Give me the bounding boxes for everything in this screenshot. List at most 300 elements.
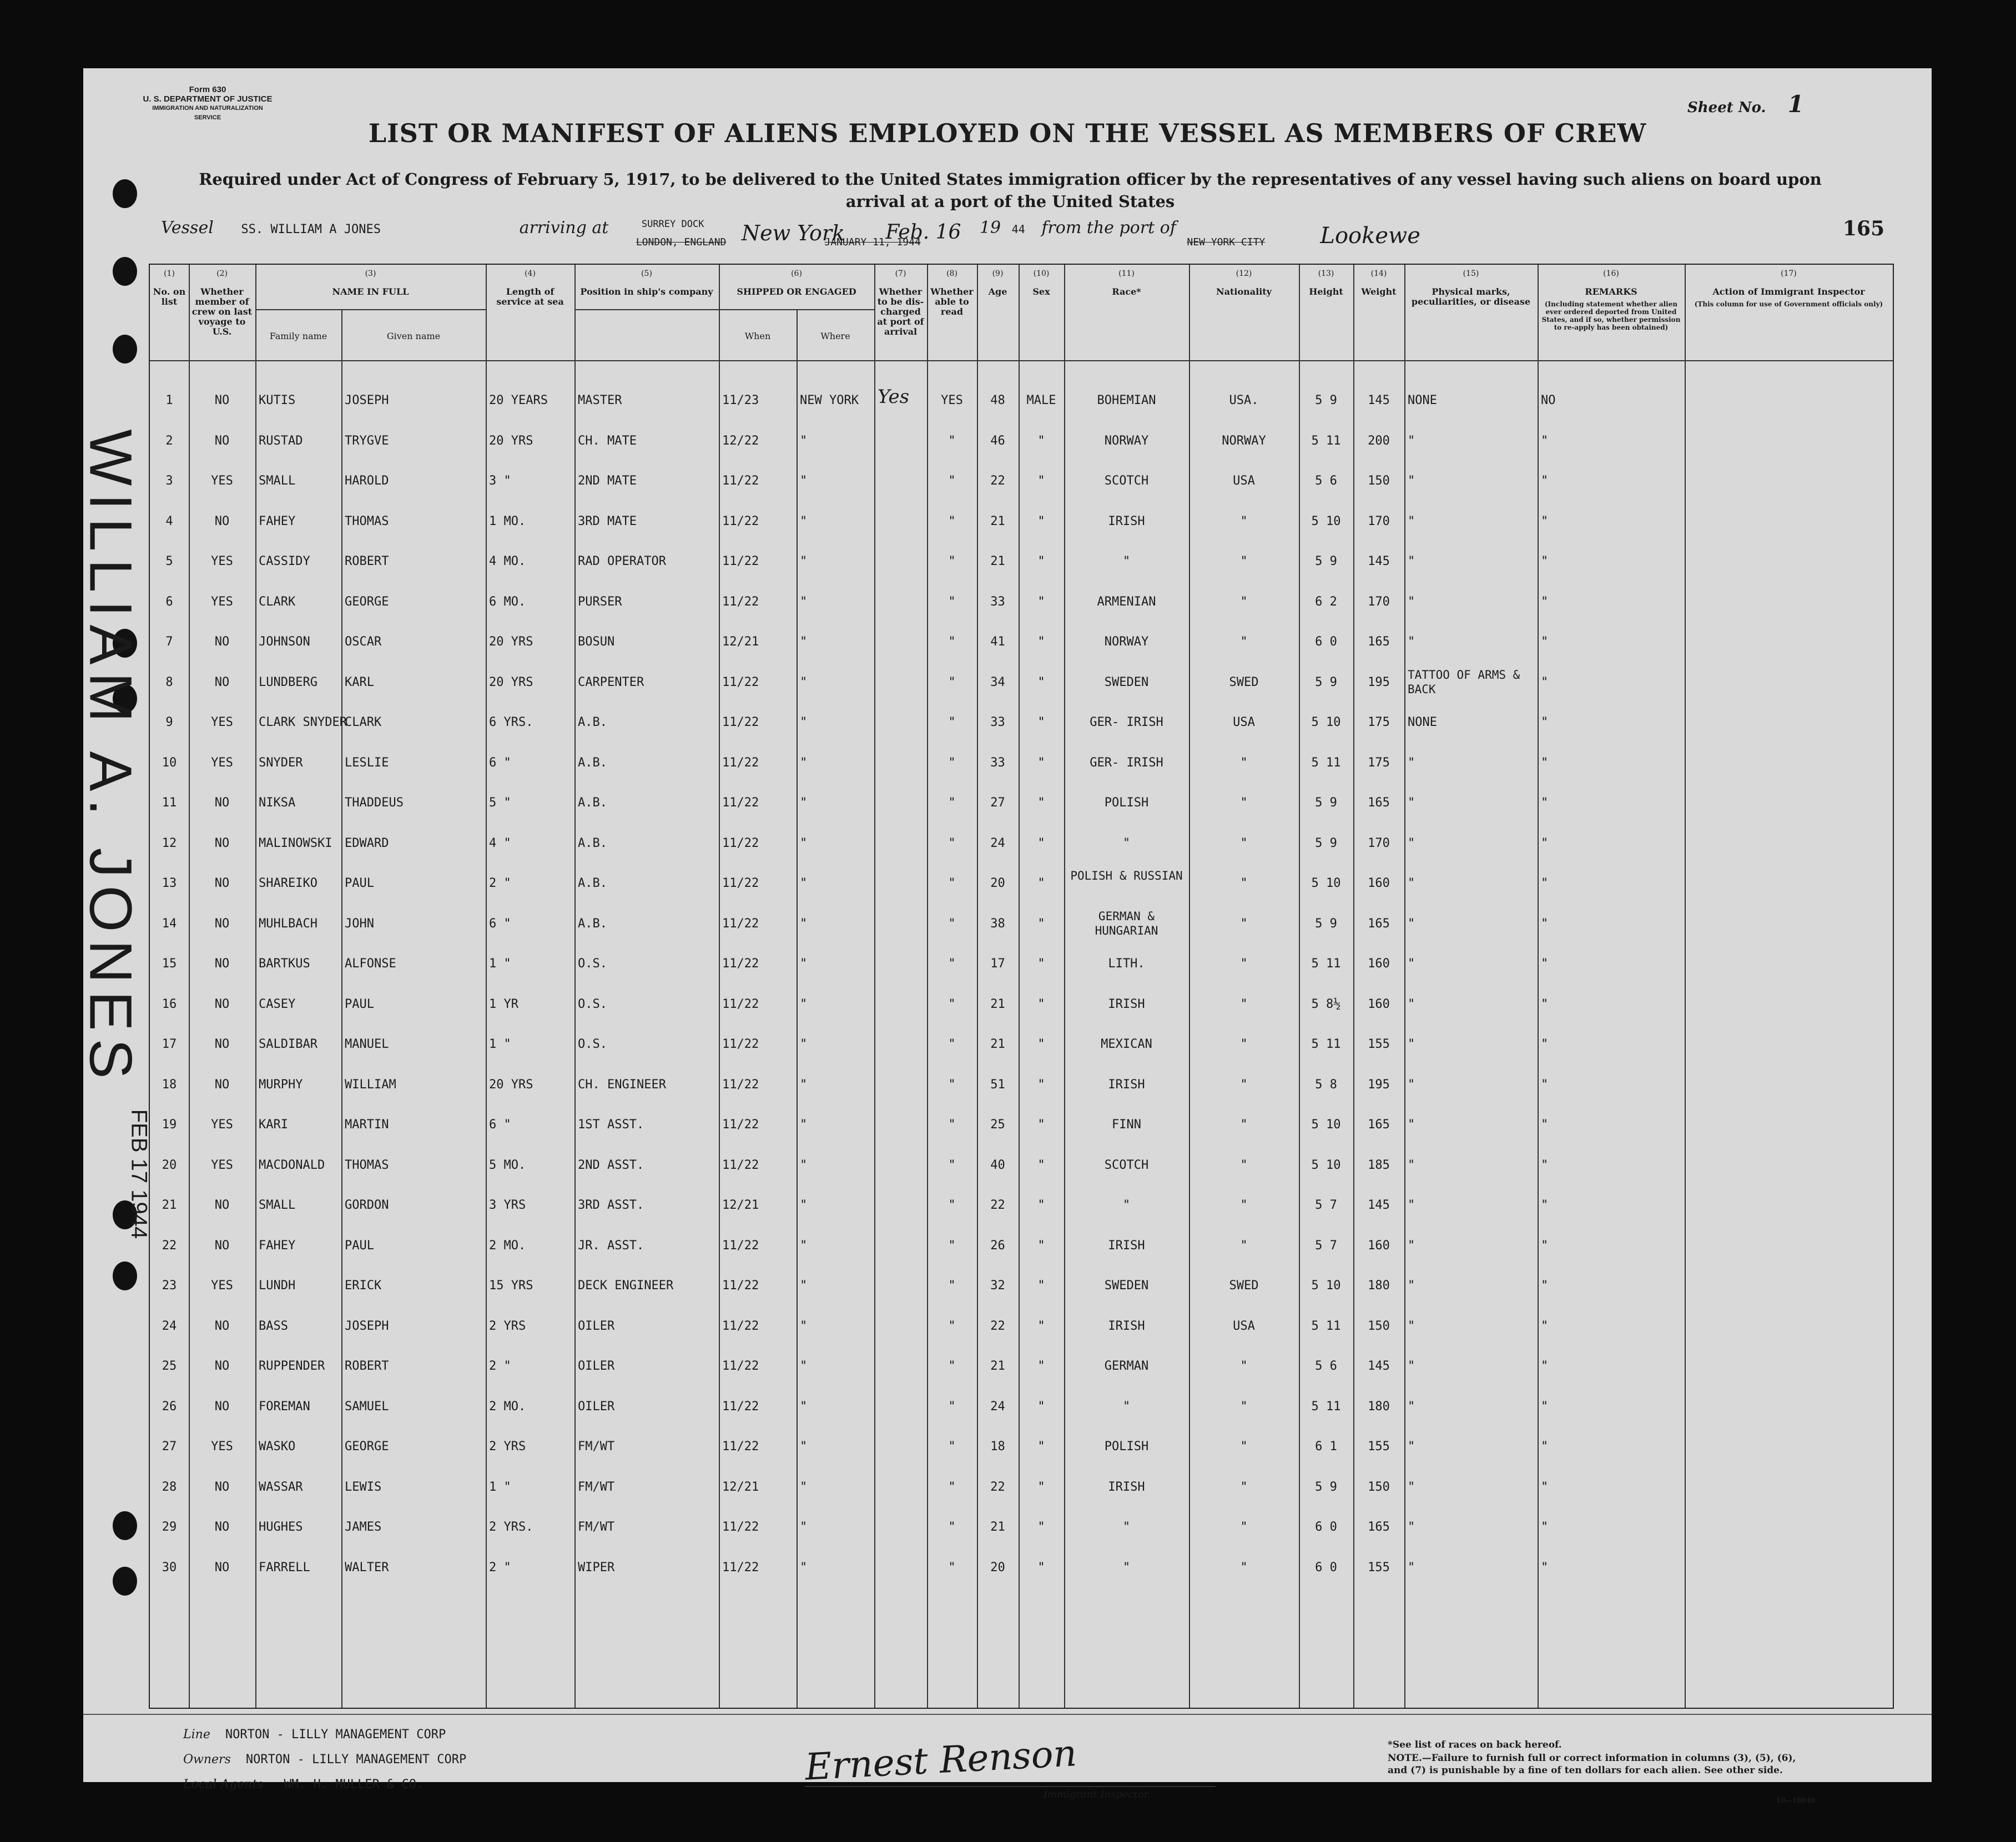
table-cell: 1 MO. [489,514,526,528]
table-row [150,869,1893,917]
table-cell: YES [211,1158,233,1172]
table-cell: 1 " [489,1480,511,1494]
table-cell: " [1037,1480,1045,1494]
table-cell: 5 10 [1311,1279,1341,1293]
table-cell: 11/22 [722,1560,759,1574]
table-cell: USA [1233,474,1255,488]
table-cell: 145 [1368,393,1390,407]
table-cell: SAMUEL [345,1399,389,1414]
table-cell: NO [214,916,230,931]
column-subheader: Where [820,331,850,341]
table-cell: " [1037,1037,1045,1051]
table-cell: 11/22 [722,1118,759,1132]
table-cell: 6 2 [1315,594,1337,609]
table-cell: 5 10 [1311,715,1341,729]
table-cell: 11/22 [722,514,759,528]
column-header: Age [988,286,1007,297]
table-cell: 5 11 [1311,1319,1341,1333]
table-cell: 11/22 [722,1077,759,1092]
from-port-struck: NEW YORK CITY [1187,236,1266,248]
table-cell: " [1541,1198,1549,1212]
table-cell: " [1240,554,1248,568]
table-cell: " [1408,1279,1415,1293]
year-value: 44 [1011,223,1025,236]
table-cell: 5 9 [1315,796,1337,810]
line-value: NORTON - LILLY MANAGEMENT CORP [225,1728,446,1742]
table-cell: " [948,594,956,609]
table-cell: 15 [162,957,177,971]
table-cell: 26 [162,1399,177,1414]
table-cell: 27 [162,1440,177,1454]
table-cell: " [1240,1158,1248,1172]
table-cell: O.S. [578,1037,607,1051]
owners-value: NORTON - LILLY MANAGEMENT CORP [245,1753,467,1767]
table-cell: " [1408,1118,1415,1132]
table-cell: YES [211,474,233,488]
table-cell: 20 YRS [489,675,533,689]
table-cell: " [948,836,956,850]
table-cell: 160 [1368,1238,1390,1253]
table-cell: A.B. [578,836,607,850]
table-row [150,1319,1893,1360]
table-cell: 6 YRS. [489,715,533,729]
table-cell: 6 " [489,916,511,931]
table-cell: " [1240,1238,1248,1253]
table-cell: 11/22 [722,1037,759,1051]
table-cell: 5 11 [1311,957,1341,971]
table-cell: 33 [990,594,1005,609]
punch-hole [113,1567,137,1596]
table-cell: " [800,1359,808,1373]
table-cell: " [1541,876,1549,890]
table-cell: 165 [1368,635,1390,649]
table-cell: CASSIDY [259,554,310,568]
table-cell: " [948,1440,956,1454]
table-cell: 8 [165,675,173,689]
table-cell: SCOTCH [1104,474,1149,488]
table-cell: GORDON [345,1198,389,1212]
table-cell: 20 [990,876,1005,890]
table-cell: SWED [1229,675,1259,689]
table-cell: 7 [165,635,173,649]
sheet-number [1687,90,1804,118]
table-cell: MACDONALD [259,1158,325,1172]
table-cell: " [800,635,808,649]
table-cell: " [948,957,956,971]
table-cell: 5 10 [1311,514,1341,528]
column-header: Sex [1032,286,1050,297]
table-cell: 165 [1368,1118,1390,1132]
table-cell: NO [214,997,230,1011]
table-cell: " [800,1238,808,1253]
table-cell: KUTIS [259,393,296,407]
table-cell: " [800,957,808,971]
table-row [150,635,1893,675]
form-header [141,85,274,123]
table-cell: 20 YRS [489,635,533,649]
table-cell: 5 7 [1315,1198,1337,1212]
column-number: (16) [1603,269,1619,278]
table-cell: 20 YRS [489,1077,533,1092]
table-cell: NEW YORK [800,393,859,407]
table-cell: 40 [990,1158,1005,1172]
arriving-label: arriving at [519,218,609,238]
table-cell: " [1541,1319,1549,1333]
table-cell: 2 YRS. [489,1520,533,1534]
table-cell: 5 " [489,796,511,810]
table-cell: " [948,1319,956,1333]
from-port-label: from the port of [1041,218,1176,238]
table-cell: FAHEY [259,1238,296,1253]
table-cell: " [1541,1359,1549,1373]
table-cell: " [800,1560,808,1574]
table-cell: 175 [1368,715,1390,729]
table-cell: " [948,1118,956,1132]
table-cell: 160 [1368,997,1390,1011]
column-number: (8) [946,269,957,278]
table-cell: CH. ENGINEER [578,1077,666,1092]
table-cell: " [1122,836,1131,850]
column-header: No. on list [153,286,186,307]
table-cell: " [1408,1440,1415,1454]
table-cell: " [1122,1560,1131,1574]
table-cell: WALTER [345,1560,389,1574]
table-cell: GERMAN [1104,1359,1149,1373]
table-cell: NO [214,1560,230,1574]
table-cell: " [1408,1238,1415,1253]
table-cell: 17 [162,1037,177,1051]
column-number: (17) [1781,269,1797,278]
table-cell: 2ND MATE [578,474,637,488]
table-cell: 185 [1368,1158,1390,1172]
column-header: Whether member of crew on last voyage to U.S. [191,286,253,337]
table-cell: 170 [1368,514,1390,528]
table-cell: " [1240,1399,1248,1414]
table-cell: OSCAR [345,635,382,649]
column-header: Action of Immigrant Inspector [1712,286,1865,297]
table-cell: 155 [1368,1037,1390,1051]
table-cell: Yes [878,386,910,408]
table-cell: KARL [345,675,374,689]
table-cell: " [1408,514,1415,528]
table-cell: 1 " [489,1037,511,1051]
column-number: (15) [1463,269,1479,278]
table-cell: " [1037,1118,1045,1132]
table-cell: " [1240,957,1248,971]
table-cell: NO [214,1480,230,1494]
table-cell: POLISH [1104,796,1149,810]
table-cell: " [1541,1238,1549,1253]
table-cell: 5 [165,554,173,568]
table-cell: 5 9 [1315,916,1337,931]
table-cell: 11/22 [722,594,759,609]
table-cell: " [948,514,956,528]
table-cell: 20 YEARS [489,393,548,407]
table-cell: " [1240,876,1248,890]
table-cell: " [948,1520,956,1534]
table-cell: 5 9 [1315,393,1337,407]
table-cell: CLARK [345,715,382,729]
table-row [150,1400,1893,1440]
table-cell: MURPHY [259,1077,303,1092]
table-cell: 5 8½ [1311,997,1341,1011]
vessel-line [161,218,1492,249]
table-cell: RUPPENDER [259,1359,325,1373]
arrival-date-struck: JANUARY 11, 1944 [824,236,921,248]
service-name: IMMIGRATION AND NATURALIZATION SERVICE [152,105,263,121]
table-cell: " [1408,1359,1415,1373]
table-cell: 21 [990,1037,1005,1051]
table-cell: 48 [990,393,1005,407]
column-header: Whether able to read [930,286,974,317]
table-cell: CASEY [259,997,296,1011]
table-cell: PAUL [345,997,374,1011]
table-cell: 2 MO. [489,1238,526,1253]
table-cell: " [1240,836,1248,850]
crew-table [149,264,1894,1709]
table-row [150,1158,1893,1199]
table-cell: GER- IRISH [1090,715,1163,729]
table-cell: IRISH [1108,997,1145,1011]
table-cell: MASTER [578,393,622,407]
table-cell: " [1240,594,1248,609]
table-cell: IRISH [1108,514,1145,528]
table-cell: 18 [162,1077,177,1092]
table-cell: " [1541,755,1549,770]
table-cell: 2 MO. [489,1399,526,1414]
table-cell: " [1037,1399,1045,1414]
table-cell: " [948,1560,956,1574]
table-cell: BOSUN [578,635,615,649]
table-cell: 11/22 [722,1319,759,1333]
table-row [150,514,1893,555]
table-cell: 180 [1368,1399,1390,1414]
table-cell: 3RD ASST. [578,1198,644,1212]
table-cell: " [1240,1520,1248,1534]
table-cell: 25 [162,1359,177,1373]
table-cell: NO [214,514,230,528]
table-cell: " [1408,433,1415,448]
table-cell: DECK ENGINEER [578,1279,674,1293]
table-cell: " [948,554,956,568]
table-cell: " [1541,836,1549,850]
table-cell: " [1541,957,1549,971]
table-cell: " [1037,916,1045,931]
table-cell: 6 " [489,1118,511,1132]
table-cell: TATTOO OF ARMS & BACK [1408,668,1520,696]
table-cell: " [1037,836,1045,850]
table-cell: FM/WT [578,1440,615,1454]
table-cell: THADDEUS [345,796,404,810]
table-cell: " [1541,1480,1549,1494]
table-cell: JAMES [345,1520,382,1534]
table-cell: 21 [990,1359,1005,1373]
table-cell: NO [214,1037,230,1051]
table-cell: " [1541,997,1549,1011]
arriving-port-struck: LONDON, ENGLAND [636,236,727,248]
table-cell: OILER [578,1359,615,1373]
table-cell: 145 [1368,1198,1390,1212]
table-cell: 3 YRS [489,1198,526,1212]
table-cell: A.B. [578,755,607,770]
subheader-divider [574,309,874,310]
year-label: 19 [979,218,1001,238]
table-cell: BOHEMIAN [1097,393,1156,407]
table-cell: " [800,1118,808,1132]
table-cell: 2 " [489,1359,511,1373]
table-cell: " [1408,836,1415,850]
table-cell: YES [941,393,963,407]
table-cell: 170 [1368,836,1390,850]
table-cell: " [800,1077,808,1092]
table-cell: OILER [578,1399,615,1414]
table-cell: 24 [162,1319,177,1333]
table-cell: SALDIBAR [259,1037,317,1051]
table-cell: ROBERT [345,1359,389,1373]
table-cell: " [1408,796,1415,810]
table-cell: " [1408,876,1415,890]
table-cell: 1 " [489,957,511,971]
table-cell: " [1408,594,1415,609]
table-cell: " [800,1399,808,1414]
table-row [150,595,1893,635]
table-cell: " [1240,1077,1248,1092]
table-cell: SWEDEN [1104,1279,1149,1293]
table-cell: 5 9 [1315,836,1337,850]
table-cell: 3 " [489,474,511,488]
table-cell: 11/22 [722,876,759,890]
table-cell: 195 [1368,675,1390,689]
table-cell: " [800,554,808,568]
table-cell: 16 [162,997,177,1011]
column-number: (12) [1236,269,1252,278]
table-row [150,1359,1893,1400]
column-subheader: Family name [269,331,327,341]
table-cell: NO [214,1359,230,1373]
column-header: Whether to be dis-charged at port of arrival [877,286,924,337]
table-cell: O.S. [578,997,607,1011]
table-cell: 38 [990,916,1005,931]
table-cell: MARTIN [345,1118,389,1132]
table-cell: 18 [990,1440,1005,1454]
table-cell: USA [1233,1319,1255,1333]
table-cell: " [1541,554,1549,568]
table-cell: " [800,715,808,729]
table-cell: JOHNSON [259,635,310,649]
table-cell: " [1541,1440,1549,1454]
table-cell: YES [211,715,233,729]
table-cell: " [1037,796,1045,810]
table-cell: 11/22 [722,715,759,729]
table-row [150,836,1893,877]
table-cell: " [800,1198,808,1212]
table-cell: " [1541,1077,1549,1092]
table-cell: 11/22 [722,916,759,931]
table-cell: " [800,836,808,850]
table-cell: CH. MATE [578,433,637,448]
table-cell: BASS [259,1319,288,1333]
table-row [150,386,1893,434]
column-number: (7) [895,269,906,278]
table-cell: BARTKUS [259,957,310,971]
table-cell: " [800,675,808,689]
table-cell: SMALL [259,474,296,488]
table-cell: POLISH & RUSSIAN [1070,869,1183,882]
table-cell: " [800,594,808,609]
table-cell: EDWARD [345,836,389,850]
table-cell: " [1037,635,1045,649]
table-cell: 165 [1368,796,1390,810]
table-cell: " [948,1077,956,1092]
footer-line [183,1728,446,1742]
table-cell: 11/22 [722,1359,759,1373]
table-cell: NIKSA [259,796,296,810]
table-cell: ARMENIAN [1097,594,1156,609]
table-cell: MUHLBACH [259,916,317,931]
table-row [150,1440,1893,1480]
table-cell: " [800,1440,808,1454]
table-cell: SNYDER [259,755,303,770]
table-row [150,957,1893,997]
table-cell: 20 [990,1560,1005,1574]
table-row [150,434,1893,475]
table-cell: 4 [165,514,173,528]
table-cell: 2ND ASST. [578,1158,644,1172]
table-cell: NO [214,1238,230,1253]
table-cell: NONE [1408,393,1437,407]
table-cell: " [1408,957,1415,971]
table-cell: GERMAN & HUNGARIAN [1095,909,1158,937]
table-cell: 21 [990,997,1005,1011]
table-row [150,715,1893,756]
table-row [150,1561,1893,1601]
vessel-label: Vessel [161,218,214,238]
table-cell: " [1240,1440,1248,1454]
table-cell: " [1541,1399,1549,1414]
table-cell: 150 [1368,474,1390,488]
table-cell: " [948,635,956,649]
table-cell: IRISH [1108,1319,1145,1333]
table-cell: " [1240,796,1248,810]
table-cell: OILER [578,1319,615,1333]
table-cell: GER- IRISH [1090,755,1163,770]
department: U. S. DEPARTMENT OF JUSTICE [143,94,273,104]
table-cell: IRISH [1108,1480,1145,1494]
table-cell: NONE [1408,715,1437,729]
inspector-signature: Ernest Renson [804,1732,1078,1789]
sheet-label: Sheet No. [1687,99,1766,116]
table-cell: 5 9 [1315,554,1337,568]
table-cell: 5 10 [1311,1118,1341,1132]
table-cell: 6 0 [1315,1520,1337,1534]
table-cell: 5 11 [1311,433,1341,448]
table-cell: USA [1233,715,1255,729]
table-cell: 12/21 [722,1480,759,1494]
table-row [150,1037,1893,1078]
table-cell: 23 [162,1279,177,1293]
table-cell: " [1037,755,1045,770]
table-cell: 145 [1368,554,1390,568]
footer-agents [183,1778,424,1791]
table-cell: 150 [1368,1480,1390,1494]
table-cell: A.B. [578,876,607,890]
table-cell: 5 11 [1311,1037,1341,1051]
table-cell: " [1408,1399,1415,1414]
vessel-name: SS. WILLIAM A JONES [241,223,381,236]
table-cell: 11/22 [722,1158,759,1172]
table-cell: " [1408,1520,1415,1534]
table-cell: ERICK [345,1279,382,1293]
